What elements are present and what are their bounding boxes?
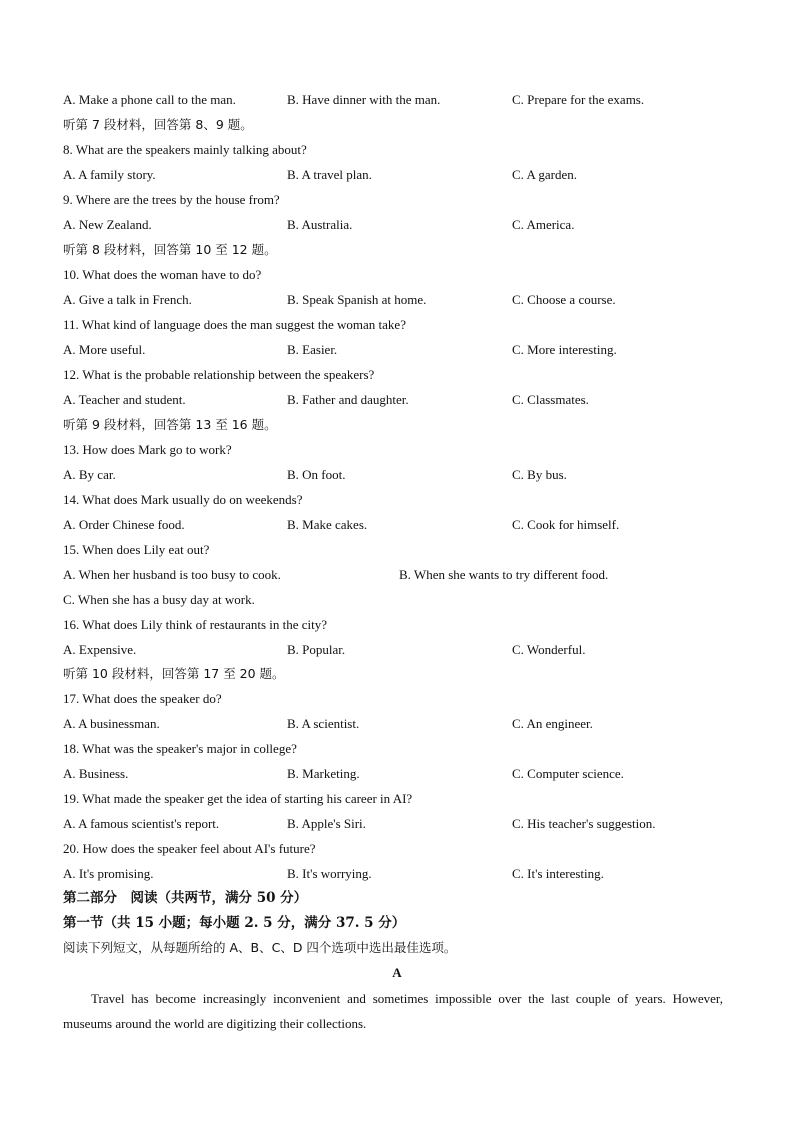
q16-option-c: C. Wonderful. [512, 642, 586, 657]
q17-question: 17. What does the speaker do? [63, 691, 222, 706]
q8-option-c: C. A garden. [512, 167, 577, 182]
q16-option-a: A. Expensive. [63, 642, 137, 657]
q10-option-a: A. Give a talk in French. [63, 292, 192, 307]
q18-option-a: A. Business. [63, 766, 129, 781]
q11-option-c: C. More interesting. [512, 342, 617, 357]
q20-option-c: C. It's interesting. [512, 866, 604, 881]
q18-option-b: B. Marketing. [287, 766, 360, 781]
q12-option-b: B. Father and daughter. [287, 392, 409, 407]
q13-option-c: C. By bus. [512, 467, 567, 482]
part-2-heading: 第二部分 阅读（共两节，满分 50 分） [63, 890, 308, 906]
q20-question: 20. How does the speaker feel about AI's future? [63, 841, 316, 856]
section-1-heading: 第一节（共 15 小题；每小题 2. 5 分，满分 37. 5 分） [63, 915, 406, 931]
q9-option-a: A. New Zealand. [63, 217, 152, 232]
q12-option-c: C. Classmates. [512, 392, 589, 407]
q10-option-c: C. Choose a course. [512, 292, 616, 307]
section-10-instruction: 听第 10 段材料，回答第 17 至 20 题。 [63, 666, 285, 681]
q13-option-a: A. By car. [63, 467, 116, 482]
q19-question: 19. What made the speaker get the idea of starting his career in AI? [63, 791, 413, 806]
q16-question: 16. What does Lily think of restaurants in the city? [63, 617, 328, 632]
q15-option-c: C. When she has a busy day at work. [63, 592, 255, 607]
q8-option-b: B. A travel plan. [287, 167, 372, 182]
q10-question: 10. What does the woman have to do? [63, 267, 262, 282]
q11-option-a: A. More useful. [63, 342, 146, 357]
q15-option-b: B. When she wants to try different food. [399, 567, 609, 582]
q12-question: 12. What is the probable relationship between the speakers? [63, 367, 375, 382]
q17-option-c: C. An engineer. [512, 716, 593, 731]
q18-question: 18. What was the speaker's major in college? [63, 741, 297, 756]
reading-instruction: 阅读下列短文，从每题所给的 A、B、C、D 四个选项中选出最佳选项。 [63, 940, 457, 955]
q14-option-a: A. Order Chinese food. [63, 517, 185, 532]
q11-option-b: B. Easier. [287, 342, 338, 357]
q17-option-a: A. A businessman. [63, 716, 160, 731]
q20-option-b: B. It's worrying. [287, 866, 372, 881]
q17-option-b: B. A scientist. [287, 716, 360, 731]
q14-option-b: B. Make cakes. [287, 517, 368, 532]
q15-question: 15. When does Lily eat out? [63, 542, 210, 557]
q9-option-c: C. America. [512, 217, 575, 232]
q7-option-c: C. Prepare for the exams. [512, 92, 645, 107]
q11-question: 11. What kind of language does the man suggest the woman take? [63, 317, 406, 332]
section-7-instruction: 听第 7 段材料，回答第 8、9 题。 [63, 117, 253, 132]
q7-option-b: B. Have dinner with the man. [287, 92, 441, 107]
q9-option-b: B. Australia. [287, 217, 353, 232]
q10-option-b: B. Speak Spanish at home. [287, 292, 427, 307]
q9-question: 9. Where are the trees by the house from? [63, 192, 280, 207]
q14-question: 14. What does Mark usually do on weekends? [63, 492, 303, 507]
q16-option-b: B. Popular. [287, 642, 346, 657]
q12-option-a: A. Teacher and student. [63, 392, 186, 407]
section-9-instruction: 听第 9 段材料，回答第 13 至 16 题。 [63, 417, 277, 432]
q19-option-b: B. Apple's Siri. [287, 816, 366, 831]
passage-paragraph: Travel has become increasingly inconvenient and sometimes impossible over the last couple of years. However, museums around the world are digitizing their collections. [63, 991, 723, 1031]
q14-option-c: C. Cook for himself. [512, 517, 620, 532]
section-8-instruction: 听第 8 段材料，回答第 10 至 12 题。 [63, 242, 277, 257]
q8-question: 8. What are the speakers mainly talking about? [63, 142, 307, 157]
q18-option-c: C. Computer science. [512, 766, 624, 781]
q20-option-a: A. It's promising. [63, 866, 154, 881]
q13-question: 13. How does Mark go to work? [63, 442, 232, 457]
q13-option-b: B. On foot. [287, 467, 346, 482]
q7-option-a: A. Make a phone call to the man. [63, 92, 236, 107]
q8-option-a: A. A family story. [63, 167, 156, 182]
q15-option-a: A. When her husband is too busy to cook. [63, 567, 281, 582]
q19-option-a: A. A famous scientist's report. [63, 816, 220, 831]
q19-option-c: C. His teacher's suggestion. [512, 816, 656, 831]
passage-label: A [392, 965, 402, 980]
